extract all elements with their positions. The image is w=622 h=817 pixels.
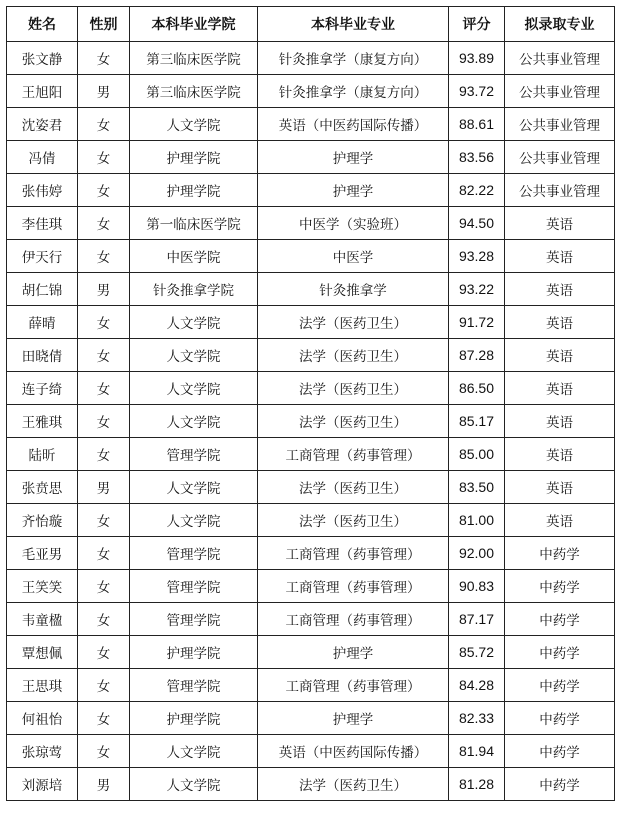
cell-college: 护理学院 [130, 141, 258, 174]
cell-college: 第一临床医学院 [130, 207, 258, 240]
cell-major: 英语（中医药国际传播） [258, 108, 449, 141]
cell-gender: 女 [78, 339, 130, 372]
cell-major: 针灸推拿学（康复方向） [258, 75, 449, 108]
table-row [7, 438, 615, 471]
cell-college: 护理学院 [130, 174, 258, 207]
table-row [7, 372, 615, 405]
cell-college: 第三临床医学院 [130, 75, 258, 108]
table-row [7, 405, 615, 438]
cell-gender: 女 [78, 735, 130, 768]
cell-college: 人文学院 [130, 339, 258, 372]
cell-college: 管理学院 [130, 537, 258, 570]
cell-score: 94.50 [449, 207, 505, 240]
cell-name: 冯倩 [7, 141, 78, 174]
cell-major: 法学（医药卫生） [258, 372, 449, 405]
cell-admitted-major: 中药学 [505, 669, 615, 702]
cell-name: 张琼莺 [7, 735, 78, 768]
cell-name: 陆昕 [7, 438, 78, 471]
cell-name: 王雅琪 [7, 405, 78, 438]
cell-name: 张贲思 [7, 471, 78, 504]
cell-score: 93.89 [449, 42, 505, 75]
cell-major: 英语（中医药国际传播） [258, 735, 449, 768]
cell-gender: 男 [78, 471, 130, 504]
table-row [7, 174, 615, 207]
cell-gender: 女 [78, 405, 130, 438]
table-row [7, 636, 615, 669]
cell-gender: 女 [78, 141, 130, 174]
cell-college: 护理学院 [130, 636, 258, 669]
cell-name: 田晓倩 [7, 339, 78, 372]
cell-gender: 女 [78, 174, 130, 207]
table-row [7, 207, 615, 240]
table-row [7, 537, 615, 570]
table-body [7, 42, 615, 801]
cell-score: 84.28 [449, 669, 505, 702]
cell-score: 81.00 [449, 504, 505, 537]
cell-college: 人文学院 [130, 504, 258, 537]
cell-gender: 女 [78, 570, 130, 603]
table-row [7, 240, 615, 273]
cell-major: 工商管理（药事管理） [258, 669, 449, 702]
cell-admitted-major: 公共事业管理 [505, 42, 615, 75]
cell-admitted-major: 英语 [505, 504, 615, 537]
cell-admitted-major: 公共事业管理 [505, 75, 615, 108]
header-gender: 性别 [78, 7, 130, 42]
cell-major: 法学（医药卫生） [258, 306, 449, 339]
cell-college: 护理学院 [130, 702, 258, 735]
cell-college: 管理学院 [130, 669, 258, 702]
cell-gender: 女 [78, 240, 130, 273]
cell-name: 毛亚男 [7, 537, 78, 570]
cell-score: 82.22 [449, 174, 505, 207]
cell-major: 护理学 [258, 174, 449, 207]
cell-gender: 女 [78, 636, 130, 669]
cell-college: 人文学院 [130, 108, 258, 141]
header-name: 姓名 [7, 7, 78, 42]
cell-major: 法学（医药卫生） [258, 405, 449, 438]
cell-score: 93.28 [449, 240, 505, 273]
cell-admitted-major: 英语 [505, 339, 615, 372]
header-major: 本科毕业专业 [258, 7, 449, 42]
cell-gender: 男 [78, 273, 130, 306]
cell-admitted-major: 英语 [505, 306, 615, 339]
cell-major: 针灸推拿学 [258, 273, 449, 306]
cell-score: 83.56 [449, 141, 505, 174]
cell-name: 王思琪 [7, 669, 78, 702]
table-row [7, 768, 615, 801]
table-row [7, 669, 615, 702]
cell-admitted-major: 英语 [505, 405, 615, 438]
cell-major: 护理学 [258, 702, 449, 735]
table-row [7, 339, 615, 372]
cell-score: 92.00 [449, 537, 505, 570]
cell-gender: 女 [78, 207, 130, 240]
table-row [7, 75, 615, 108]
header-score: 评分 [449, 7, 505, 42]
admission-table [6, 6, 615, 801]
cell-college: 人文学院 [130, 405, 258, 438]
cell-major: 工商管理（药事管理） [258, 570, 449, 603]
cell-name: 王笑笑 [7, 570, 78, 603]
table-row [7, 570, 615, 603]
cell-college: 管理学院 [130, 603, 258, 636]
cell-admitted-major: 英语 [505, 240, 615, 273]
cell-admitted-major: 英语 [505, 372, 615, 405]
cell-admitted-major: 英语 [505, 438, 615, 471]
cell-name: 韦童楹 [7, 603, 78, 636]
cell-college: 人文学院 [130, 372, 258, 405]
cell-college: 第三临床医学院 [130, 42, 258, 75]
cell-admitted-major: 公共事业管理 [505, 174, 615, 207]
cell-name: 张伟婷 [7, 174, 78, 207]
cell-name: 沈姿君 [7, 108, 78, 141]
cell-name: 刘源培 [7, 768, 78, 801]
table-row [7, 735, 615, 768]
cell-score: 90.83 [449, 570, 505, 603]
cell-major: 护理学 [258, 636, 449, 669]
cell-major: 针灸推拿学（康复方向） [258, 42, 449, 75]
table-header [7, 7, 615, 42]
cell-score: 87.28 [449, 339, 505, 372]
cell-name: 连子绮 [7, 372, 78, 405]
cell-college: 管理学院 [130, 570, 258, 603]
cell-college: 人文学院 [130, 306, 258, 339]
table-row [7, 273, 615, 306]
cell-admitted-major: 中药学 [505, 768, 615, 801]
cell-major: 中医学（实验班） [258, 207, 449, 240]
cell-major: 工商管理（药事管理） [258, 438, 449, 471]
cell-college: 人文学院 [130, 768, 258, 801]
cell-gender: 女 [78, 603, 130, 636]
table-row [7, 306, 615, 339]
table-row [7, 42, 615, 75]
cell-name: 覃想佩 [7, 636, 78, 669]
table-row [7, 141, 615, 174]
cell-admitted-major: 英语 [505, 273, 615, 306]
header-row [7, 7, 615, 42]
cell-major: 工商管理（药事管理） [258, 537, 449, 570]
cell-major: 护理学 [258, 141, 449, 174]
cell-gender: 女 [78, 702, 130, 735]
cell-gender: 女 [78, 372, 130, 405]
cell-college: 人文学院 [130, 735, 258, 768]
cell-score: 85.17 [449, 405, 505, 438]
cell-name: 李佳琪 [7, 207, 78, 240]
table-row [7, 504, 615, 537]
cell-score: 81.94 [449, 735, 505, 768]
cell-admitted-major: 中药学 [505, 735, 615, 768]
table-row [7, 108, 615, 141]
cell-score: 82.33 [449, 702, 505, 735]
cell-gender: 男 [78, 75, 130, 108]
header-college: 本科毕业学院 [130, 7, 258, 42]
cell-score: 83.50 [449, 471, 505, 504]
cell-score: 87.17 [449, 603, 505, 636]
cell-score: 86.50 [449, 372, 505, 405]
cell-major: 中医学 [258, 240, 449, 273]
cell-score: 91.72 [449, 306, 505, 339]
cell-gender: 女 [78, 504, 130, 537]
cell-name: 张文静 [7, 42, 78, 75]
cell-major: 法学（医药卫生） [258, 339, 449, 372]
header-admitted-major: 拟录取专业 [505, 7, 615, 42]
cell-score: 85.00 [449, 438, 505, 471]
cell-score: 81.28 [449, 768, 505, 801]
cell-admitted-major: 中药学 [505, 636, 615, 669]
cell-admitted-major: 中药学 [505, 702, 615, 735]
cell-admitted-major: 中药学 [505, 537, 615, 570]
cell-major: 法学（医药卫生） [258, 768, 449, 801]
cell-gender: 女 [78, 537, 130, 570]
cell-name: 胡仁锦 [7, 273, 78, 306]
cell-score: 93.72 [449, 75, 505, 108]
cell-college: 中医学院 [130, 240, 258, 273]
cell-major: 法学（医药卫生） [258, 504, 449, 537]
cell-college: 管理学院 [130, 438, 258, 471]
cell-admitted-major: 中药学 [505, 570, 615, 603]
cell-college: 针灸推拿学院 [130, 273, 258, 306]
cell-name: 齐怡璇 [7, 504, 78, 537]
table-row [7, 471, 615, 504]
cell-gender: 女 [78, 669, 130, 702]
cell-admitted-major: 英语 [505, 471, 615, 504]
cell-admitted-major: 公共事业管理 [505, 108, 615, 141]
cell-score: 93.22 [449, 273, 505, 306]
cell-gender: 女 [78, 438, 130, 471]
table-row [7, 603, 615, 636]
cell-name: 伊天行 [7, 240, 78, 273]
cell-score: 85.72 [449, 636, 505, 669]
cell-admitted-major: 中药学 [505, 603, 615, 636]
cell-name: 何祖怡 [7, 702, 78, 735]
cell-admitted-major: 英语 [505, 207, 615, 240]
cell-major: 工商管理（药事管理） [258, 603, 449, 636]
cell-name: 王旭阳 [7, 75, 78, 108]
cell-name: 薛晴 [7, 306, 78, 339]
cell-gender: 女 [78, 306, 130, 339]
cell-college: 人文学院 [130, 471, 258, 504]
cell-score: 88.61 [449, 108, 505, 141]
cell-major: 法学（医药卫生） [258, 471, 449, 504]
cell-gender: 男 [78, 768, 130, 801]
cell-gender: 女 [78, 108, 130, 141]
cell-admitted-major: 公共事业管理 [505, 141, 615, 174]
cell-gender: 女 [78, 42, 130, 75]
table-row [7, 702, 615, 735]
